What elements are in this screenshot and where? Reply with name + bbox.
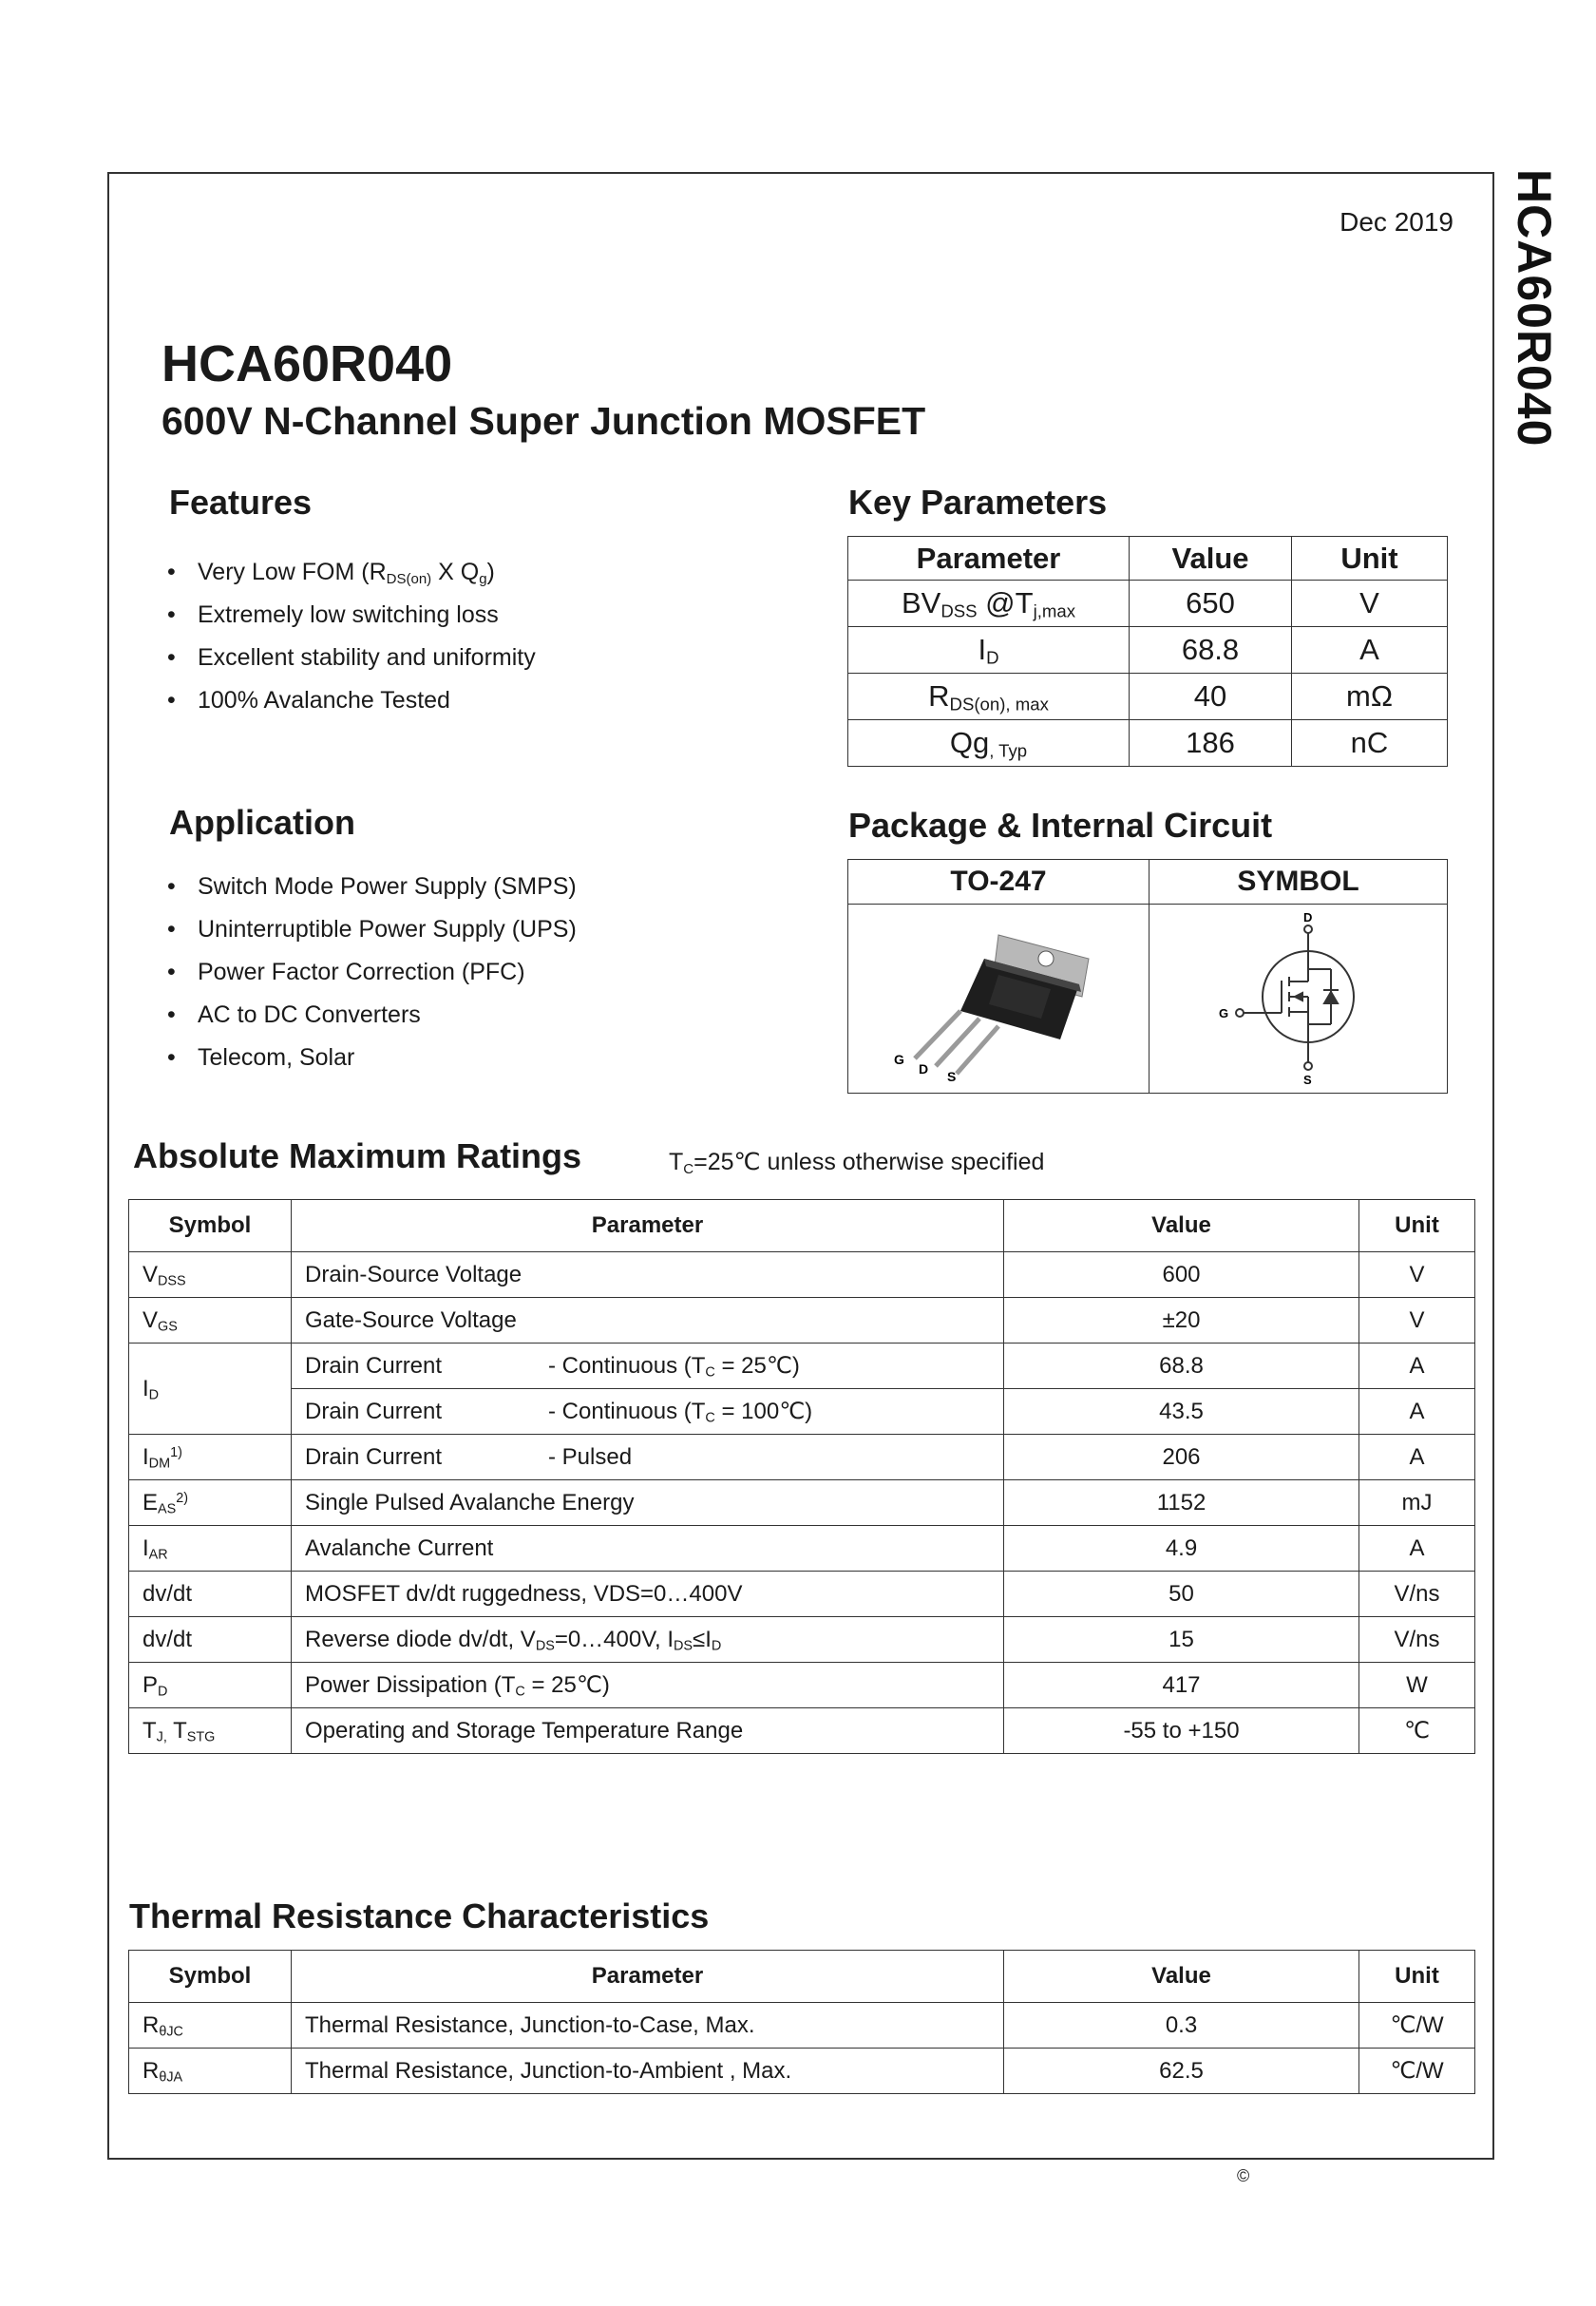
abs-max-note: $T_C=25℃$ unless otherwise specified (669, 1149, 1045, 1177)
parameter-cell: Drain-Source Voltage (292, 1252, 1004, 1298)
table-row (848, 674, 1448, 720)
symbol-cell: $I_D$ (129, 1344, 292, 1435)
table-header-row (848, 537, 1448, 581)
symbol-cell: $P_D$ (129, 1663, 292, 1708)
unit-cell: ℃/W (1359, 2049, 1475, 2094)
parameter-cell: Power Dissipation ($T_C$ = 25℃) (292, 1663, 1004, 1708)
column-header: Value (1004, 1951, 1359, 2003)
copyright-symbol: © (1237, 2166, 1250, 2185)
parameter-cell: Drain Current - Continuous ($T_C$ = 100℃) (292, 1389, 1004, 1435)
column-header: Symbol (129, 1200, 292, 1252)
pin-label-g: G (1218, 1005, 1228, 1020)
parameter-cell: Drain Current - Pulsed (292, 1435, 1004, 1480)
value-cell: 62.5 (1004, 2049, 1359, 2094)
part-number: HCA60R040 (162, 335, 453, 392)
value-cell: -55 to +150 (1004, 1708, 1359, 1754)
value-cell: 68.8 (1004, 1344, 1359, 1389)
symbol-cell: $R_{\theta JC}$ (129, 2003, 292, 2049)
parameter-cell: Gate-Source Voltage (292, 1298, 1004, 1344)
table-header-row (129, 1951, 1475, 2003)
key-parameters-table (847, 536, 1448, 767)
symbol-cell (1150, 905, 1448, 1094)
param-cell: $I_D$ (848, 627, 1130, 674)
unit-cell: A (1359, 1526, 1475, 1572)
table-row (848, 627, 1448, 674)
device-subtitle: 600V N-Channel Super Junction MOSFET (162, 399, 926, 443)
document-date: Dec 2019 (1340, 207, 1454, 237)
table-row (129, 1298, 1475, 1344)
symbol-cell: $I_{DM}^{1)}$ (129, 1435, 292, 1480)
list-item: • Telecom, Solar (163, 1037, 577, 1079)
list-item: • AC to DC Converters (163, 994, 577, 1037)
package-table (847, 859, 1448, 1094)
table-row (129, 1663, 1475, 1708)
parameter-cell: Reverse diode dv/dt, $V_{DS}=0\dots 400V$, $I_{DS}\le I_D$ (292, 1617, 1004, 1663)
list-item: • Switch Mode Power Supply (SMPS) (163, 866, 577, 908)
value-cell: 15 (1004, 1617, 1359, 1663)
pin-label-s: S (947, 1068, 957, 1084)
table-row (129, 1526, 1475, 1572)
pin-label-g: G (894, 1051, 904, 1067)
list-item: • Very Low FOM ($R_{DS(on)}$ X $Q_g$) (163, 551, 536, 594)
pin-label-d: D (919, 1060, 929, 1077)
parameter-cell: Thermal Resistance, Junction-to-Ambient , Max. (292, 2049, 1004, 2094)
symbol-cell: $I_{AR}$ (129, 1526, 292, 1572)
parameter-cell: Avalanche Current (292, 1526, 1004, 1572)
abs-max-heading: Absolute Maximum Ratings (133, 1136, 582, 1175)
table-row (129, 1435, 1475, 1480)
unit-cell: V (1359, 1252, 1475, 1298)
table-header-row (848, 860, 1448, 905)
features-list (163, 551, 536, 722)
package-image-cell (848, 905, 1150, 1094)
list-item: • Power Factor Correction (PFC) (163, 951, 577, 994)
param-cell: $Qg_{, Typ}$ (848, 720, 1130, 767)
table-row (129, 1708, 1475, 1754)
value-cell: 600 (1004, 1252, 1359, 1298)
column-header: Symbol (129, 1951, 292, 2003)
table-header-row (129, 1200, 1475, 1252)
param-cell: $BV_{DSS}$ $@T_{j,max}$ (848, 581, 1130, 627)
list-item: • Uninterruptible Power Supply (UPS) (163, 908, 577, 951)
value-cell: 206 (1004, 1435, 1359, 1480)
symbol-cell: dv/dt (129, 1617, 292, 1663)
column-header: TO-247 (848, 860, 1150, 905)
value-cell: 417 (1004, 1663, 1359, 1708)
to247-package-icon (856, 906, 1141, 1087)
parameter-cell: Single Pulsed Avalanche Energy (292, 1480, 1004, 1526)
param-cell: $R_{DS(on), max}$ (848, 674, 1130, 720)
thermal-heading: Thermal Resistance Characteristics (129, 1896, 710, 1935)
table-row (129, 1389, 1475, 1435)
unit-cell: A (1292, 627, 1448, 674)
table-row (129, 1480, 1475, 1526)
parameter-cell: Operating and Storage Temperature Range (292, 1708, 1004, 1754)
symbol-cell: $V_{DSS}$ (129, 1252, 292, 1298)
application-heading: Application (169, 803, 355, 842)
list-item: • Extremely low switching loss (163, 594, 536, 637)
column-header: Parameter (848, 537, 1130, 581)
parameter-cell: Thermal Resistance, Junction-to-Case, Max. (292, 2003, 1004, 2049)
unit-cell: W (1359, 1663, 1475, 1708)
unit-cell: A (1359, 1435, 1475, 1480)
table-row (848, 905, 1448, 1094)
value-cell: ±20 (1004, 1298, 1359, 1344)
pin-label-s: S (1302, 1072, 1312, 1087)
table-row (129, 1572, 1475, 1617)
unit-cell: V/ns (1359, 1572, 1475, 1617)
symbol-cell: $R_{\theta JA}$ (129, 2049, 292, 2094)
column-header: Unit (1359, 1951, 1475, 2003)
symbol-cell: $T_{J,}$ $T_{STG}$ (129, 1708, 292, 1754)
table-row (129, 1252, 1475, 1298)
symbol-cell: dv/dt (129, 1572, 292, 1617)
column-header: Value (1130, 537, 1292, 581)
unit-cell: A (1359, 1389, 1475, 1435)
abs-max-table (128, 1199, 1475, 1754)
value-cell: 650 (1130, 581, 1292, 627)
table-row (848, 720, 1448, 767)
table-row (848, 581, 1448, 627)
table-row (129, 2003, 1475, 2049)
column-header: Parameter (292, 1951, 1004, 2003)
unit-cell: A (1359, 1344, 1475, 1389)
unit-cell: ℃ (1359, 1708, 1475, 1754)
features-heading: Features (169, 483, 313, 522)
unit-cell: ℃/W (1359, 2003, 1475, 2049)
mosfet-symbol-icon (1204, 906, 1394, 1087)
package-heading: Package & Internal Circuit (848, 806, 1273, 845)
column-header: Value (1004, 1200, 1359, 1252)
value-cell: 4.9 (1004, 1526, 1359, 1572)
value-cell: 40 (1130, 674, 1292, 720)
symbol-cell: $E_{AS}^{2)}$ (129, 1480, 292, 1526)
list-item: • Excellent stability and uniformity (163, 637, 536, 679)
unit-cell: V/ns (1359, 1617, 1475, 1663)
table-row (129, 1617, 1475, 1663)
unit-cell: mΩ (1292, 674, 1448, 720)
unit-cell: nC (1292, 720, 1448, 767)
symbol-cell: $V_{GS}$ (129, 1298, 292, 1344)
column-header: Unit (1292, 537, 1448, 581)
thermal-table (128, 1950, 1475, 2094)
value-cell: 1152 (1004, 1480, 1359, 1526)
table-row (129, 1344, 1475, 1389)
key-parameters-heading: Key Parameters (848, 483, 1108, 522)
column-header: Unit (1359, 1200, 1475, 1252)
value-cell: 50 (1004, 1572, 1359, 1617)
application-list (163, 866, 577, 1079)
table-row (129, 2049, 1475, 2094)
value-cell: 68.8 (1130, 627, 1292, 674)
unit-cell: V (1359, 1298, 1475, 1344)
list-item: • 100% Avalanche Tested (163, 679, 536, 722)
column-header: SYMBOL (1150, 860, 1448, 905)
parameter-cell: Drain Current - Continuous ($T_C$ = 25℃) (292, 1344, 1004, 1389)
unit-cell: mJ (1359, 1480, 1475, 1526)
value-cell: 186 (1130, 720, 1292, 767)
side-title: HCA60R040 (1508, 169, 1561, 448)
value-cell: 0.3 (1004, 2003, 1359, 2049)
value-cell: 43.5 (1004, 1389, 1359, 1435)
pin-label-d: D (1302, 909, 1312, 924)
parameter-cell: MOSFET dv/dt ruggedness, VDS=0…400V (292, 1572, 1004, 1617)
column-header: Parameter (292, 1200, 1004, 1252)
unit-cell: V (1292, 581, 1448, 627)
